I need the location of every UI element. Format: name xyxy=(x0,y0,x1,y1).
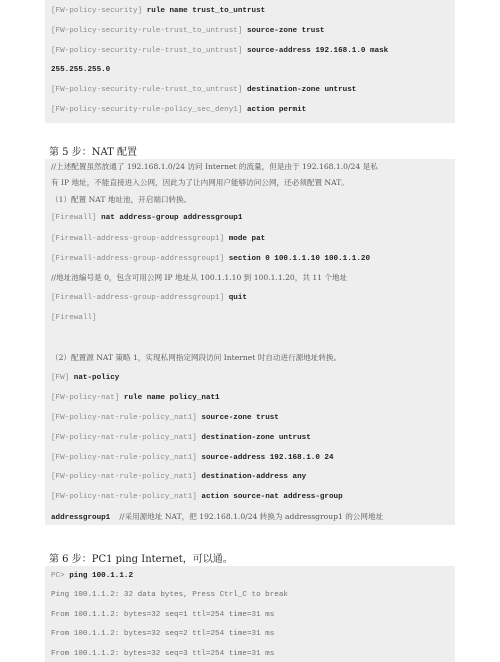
cli-prompt: [FW-policy-security-rule-trust_to_untrust] xyxy=(51,47,243,55)
output-line: From 100.1.1.2: bytes=32 seq=1 ttl=254 time=31 ms xyxy=(51,611,275,619)
cli-command: quit xyxy=(228,294,247,302)
output-line: From 100.1.1.2: bytes=32 seq=2 ttl=254 time=31 ms xyxy=(51,630,275,638)
cli-command: destination-zone untrust xyxy=(201,434,311,442)
cli-prompt: [FW-policy-nat-rule-policy_nat1] xyxy=(51,473,197,481)
code-line xyxy=(51,6,451,16)
cli-command: source-address 192.168.1.0 mask xyxy=(246,47,389,55)
code-block-ping-output xyxy=(45,566,455,662)
code-line xyxy=(51,46,451,56)
cli-command: source-zone trust xyxy=(201,414,279,422)
cli-prompt: [FW-policy-nat-rule-policy_nat1] xyxy=(51,454,197,462)
output-line: From 100.1.1.2: bytes=32 seq=3 ttl=254 time=31 ms xyxy=(51,650,275,658)
cli-command: source-zone trust xyxy=(246,27,325,35)
cli-prompt: [Firewall-address-group-addressgroup1] xyxy=(51,294,225,302)
cli-command: ping 100.1.1.2 xyxy=(69,572,134,580)
cli-command: action source-nat address-group xyxy=(201,493,343,501)
cli-command: rule name policy_nat1 xyxy=(123,394,220,402)
comment-line: //上述配置虽然放通了 192.168.1.0/24 访问 Internet 的流量，但是由于 192.168.1.0/24 是私 xyxy=(51,162,378,171)
cli-prompt: [FW-policy-security-rule-trust_to_untrust] xyxy=(51,86,243,94)
code-line xyxy=(51,254,451,264)
cli-command: addressgroup1 xyxy=(51,514,111,522)
code-line xyxy=(51,492,451,502)
cli-command: source-address 192.168.1.0 24 xyxy=(201,454,334,462)
code-line xyxy=(51,453,451,463)
cli-command: section 0 100.1.1.10 100.1.1.20 xyxy=(228,255,371,263)
code-line xyxy=(51,26,451,36)
cli-prompt: [FW-policy-security-rule-trust_to_untrust] xyxy=(51,27,243,35)
step5-heading: 第 5 步：NAT 配置 xyxy=(49,147,137,158)
cli-command: destination-address any xyxy=(201,473,307,481)
cli-prompt: [FW-policy-security-rule-policy_sec_deny1] xyxy=(51,106,243,114)
code-line xyxy=(51,213,451,223)
comment-line: 有 IP 地址，不能直接进入公网，因此为了让内网用户能够访问公网，还必须配置 NAT。 xyxy=(51,178,349,187)
code-line xyxy=(51,85,451,95)
cli-prompt: [FW-policy-nat-rule-policy_nat1] xyxy=(51,414,197,422)
cli-prompt: PC> xyxy=(51,572,65,580)
code-line xyxy=(51,512,451,523)
code-line xyxy=(51,571,451,581)
code-line xyxy=(51,373,451,383)
cli-command: 255.255.255.0 xyxy=(51,66,111,74)
cli-command: rule name trust_to_untrust xyxy=(146,7,266,15)
output-line: Ping 100.1.1.2: 32 data bytes, Press Ctrl_C to break xyxy=(51,591,288,599)
cli-prompt: [FW-policy-nat] xyxy=(51,394,120,402)
code-line xyxy=(51,472,451,482)
cli-command: action permit xyxy=(246,106,307,114)
cli-prompt: [FW-policy-nat-rule-policy_nat1] xyxy=(51,434,197,442)
cli-prompt: [Firewall-address-group-addressgroup1] xyxy=(51,235,225,243)
step-note: （1）配置 NAT 地址池，开启端口转换。 xyxy=(51,195,192,204)
step6-heading: 第 6 步：PC1 ping Internet，可以通。 xyxy=(49,554,233,565)
code-line xyxy=(51,393,451,403)
code-block-security-policy xyxy=(45,0,455,123)
code-line xyxy=(51,105,451,115)
cli-prompt: [FW-policy-nat-rule-policy_nat1] xyxy=(51,493,197,501)
code-line xyxy=(51,433,451,443)
cli-prompt: [Firewall] xyxy=(51,214,97,222)
cli-prompt: [FW-policy-security] xyxy=(51,7,143,15)
code-line xyxy=(51,65,451,75)
step-note: （2）配置源 NAT 策略 1，实现私网指定网段访问 Internet 时自动进行源地址转换。 xyxy=(51,353,342,362)
code-line xyxy=(51,293,451,303)
cli-prompt: [Firewall] xyxy=(51,314,97,322)
cli-prompt: [Firewall-address-group-addressgroup1] xyxy=(51,255,225,263)
code-line xyxy=(51,313,451,323)
code-block-nat-config xyxy=(45,159,455,525)
cli-command: mode pat xyxy=(228,235,266,243)
cli-command: destination-zone untrust xyxy=(246,86,357,94)
code-line xyxy=(51,234,451,244)
cli-prompt: [FW] xyxy=(51,374,70,382)
inline-comment: //采用源地址 NAT，把 192.168.1.0/24 转换为 addressgroup1 的公网地址 xyxy=(119,512,384,521)
cli-command: nat-policy xyxy=(73,374,120,382)
comment-line: //地址池编号是 0，包含可用公网 IP 地址从 100.1.1.10 到 100.1.1.20，共 11 个地址 xyxy=(51,273,348,282)
cli-command: nat address-group addressgroup1 xyxy=(101,214,243,222)
code-line xyxy=(51,413,451,423)
